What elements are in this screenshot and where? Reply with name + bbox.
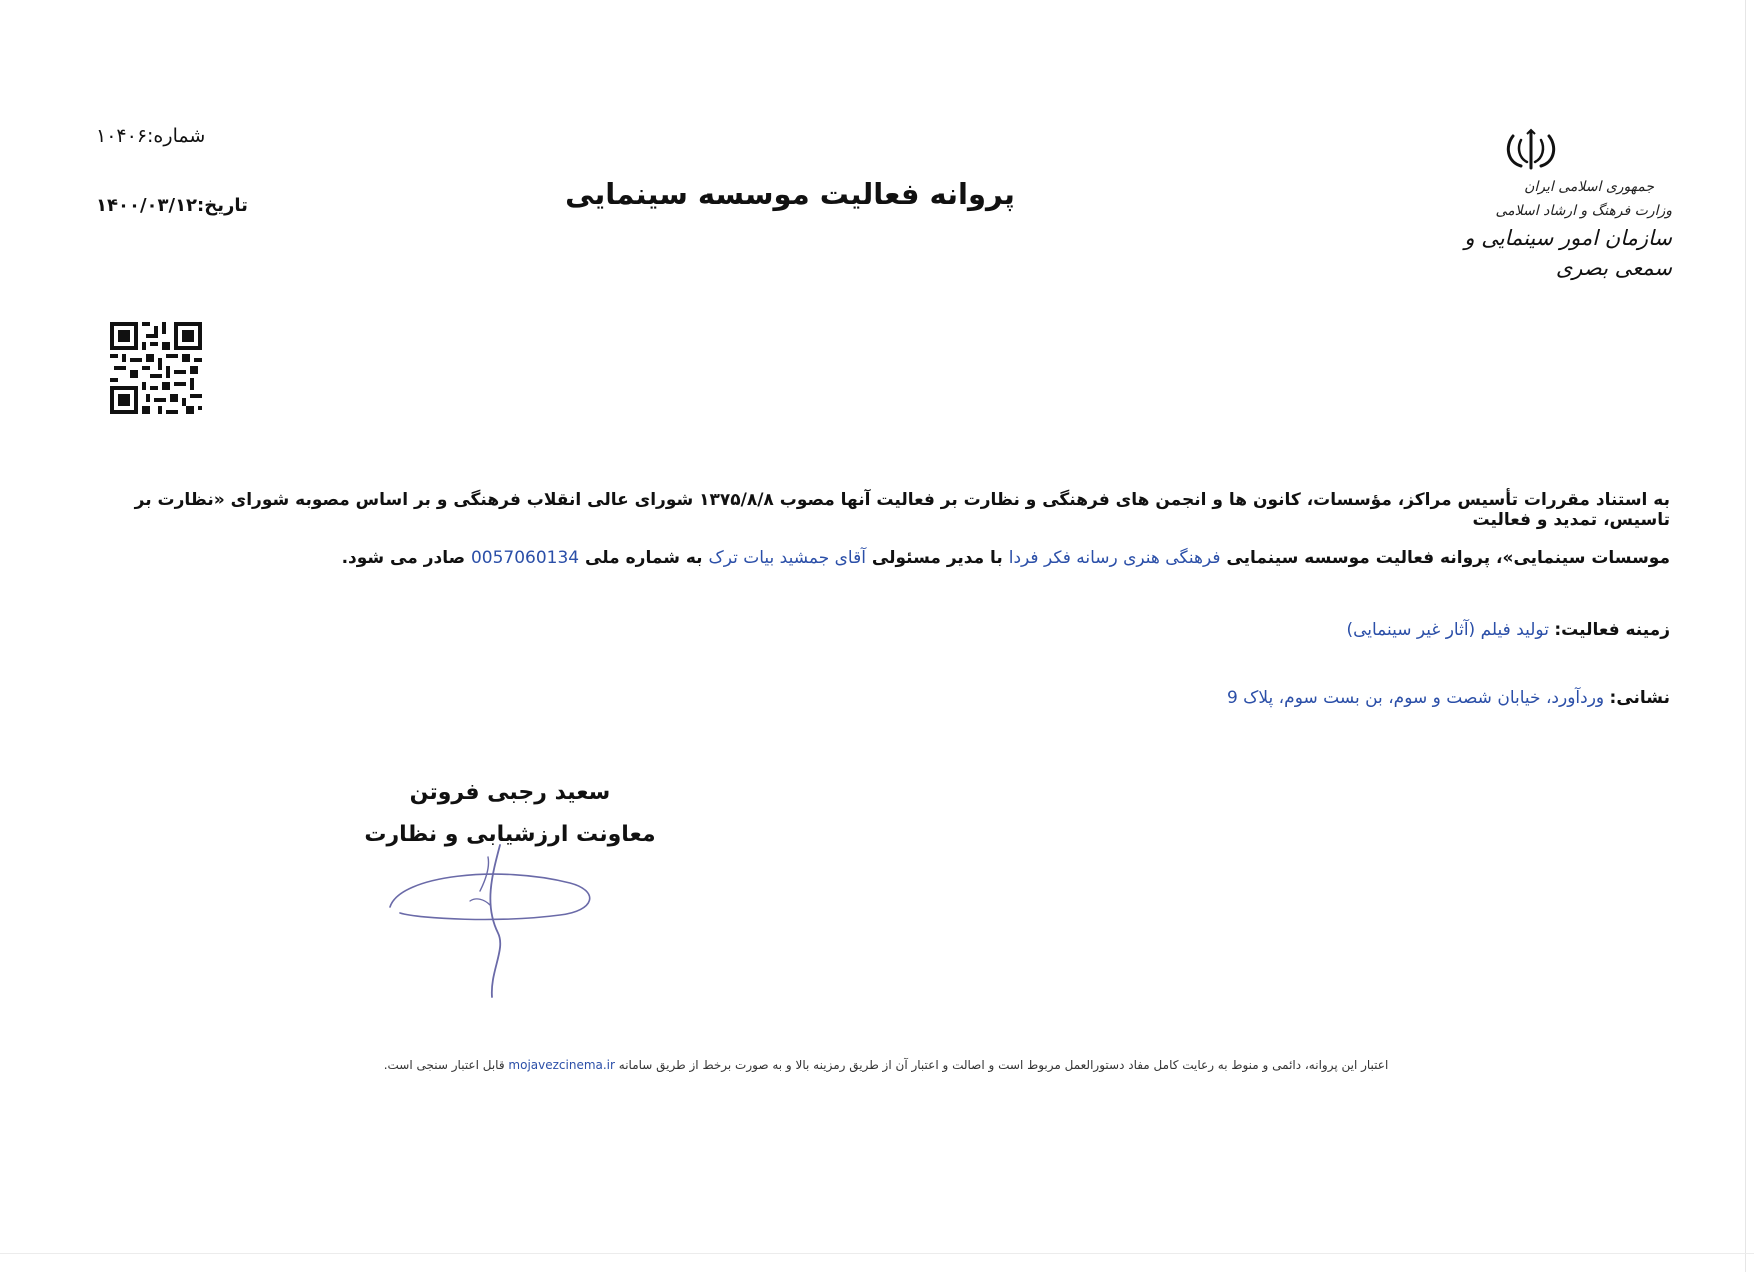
letter-number (96, 125, 205, 147)
activity-label: زمینه فعالیت: (1554, 620, 1670, 640)
footer-note (266, 1058, 1506, 1072)
organization-header (1432, 175, 1672, 283)
number-value: ۱۰۴۰۶ (96, 125, 148, 147)
footer-url-link[interactable]: mojavezcinema.ir (508, 1058, 615, 1072)
date-label: تاریخ: (197, 195, 248, 216)
address-row (130, 688, 1670, 708)
institute-name: فرهنگی هنری رسانه فکر فردا (1008, 548, 1221, 568)
org-ministry: وزارت فرهنگ و ارشاد اسلامی (1495, 203, 1672, 219)
org-country: جمهوری اسلامی ایران (1524, 179, 1654, 195)
number-label: شماره: (147, 125, 206, 147)
activity-row (130, 620, 1670, 640)
iran-emblem-icon (1503, 128, 1559, 172)
qr-code-icon[interactable] (110, 322, 202, 414)
body-line-2-part-b: با مدیر مسئولی (871, 548, 1003, 568)
signatory-name: سعید رجبی فروتن (409, 780, 611, 805)
page-edge-right (1745, 0, 1746, 1272)
signature-icon (380, 835, 610, 1005)
body-line-2-part-c: به شماره ملی (585, 548, 703, 568)
signatory-title: معاونت ارزشیابی و نظارت (364, 822, 656, 847)
document-title: پروانه فعالیت موسسه سینمایی (565, 177, 1015, 211)
national-id: 0057060134 (470, 548, 580, 568)
address-label: نشانی: (1609, 688, 1670, 708)
manager-name: آقای جمشید بیات ترک (708, 548, 866, 568)
address-value: وردآورد، خیابان شصت و سوم، بن بست سوم، پلاک 9 (1226, 688, 1605, 708)
body-line-1: به استناد مقررات تأسیس مراکز، مؤسسات، کانون ها و انجمن های فرهنگی و نظارت بر فعالیت آنها مصوب ۱۳۷۵/۸/۸ شورای عالی انقلاب فرهنگی و بر اساس مصوبه شورای «نظارت بر تاسیس، تمدید و فعالیت (134, 490, 1670, 530)
body-line-2 (130, 548, 1670, 568)
page-edge-bottom (0, 1253, 1754, 1254)
letter-date (96, 195, 248, 216)
body-line-2-part-a: موسسات سینمایی»، پروانه فعالیت موسسه سینمایی (1226, 548, 1670, 568)
footer-text-b: قابل اعتبار سنجی است. (383, 1058, 505, 1072)
date-value: ۱۴۰۰/۰۳/۱۲ (96, 195, 198, 216)
activity-value: تولید فیلم (آثار غیر سینمایی) (1346, 620, 1549, 640)
footer-text-a: اعتبار این پروانه، دائمی و منوط به رعایت کامل مفاد دستورالعمل مربوط است و اصالت و اعتبار آن از طریق رمزینه بالا و به صورت برخط از طریق سامانه (618, 1058, 1389, 1072)
body-line-2-part-d: صادر می شود. (341, 548, 466, 568)
org-department: سازمان امور سینمایی و سمعی بصری (1464, 226, 1672, 280)
